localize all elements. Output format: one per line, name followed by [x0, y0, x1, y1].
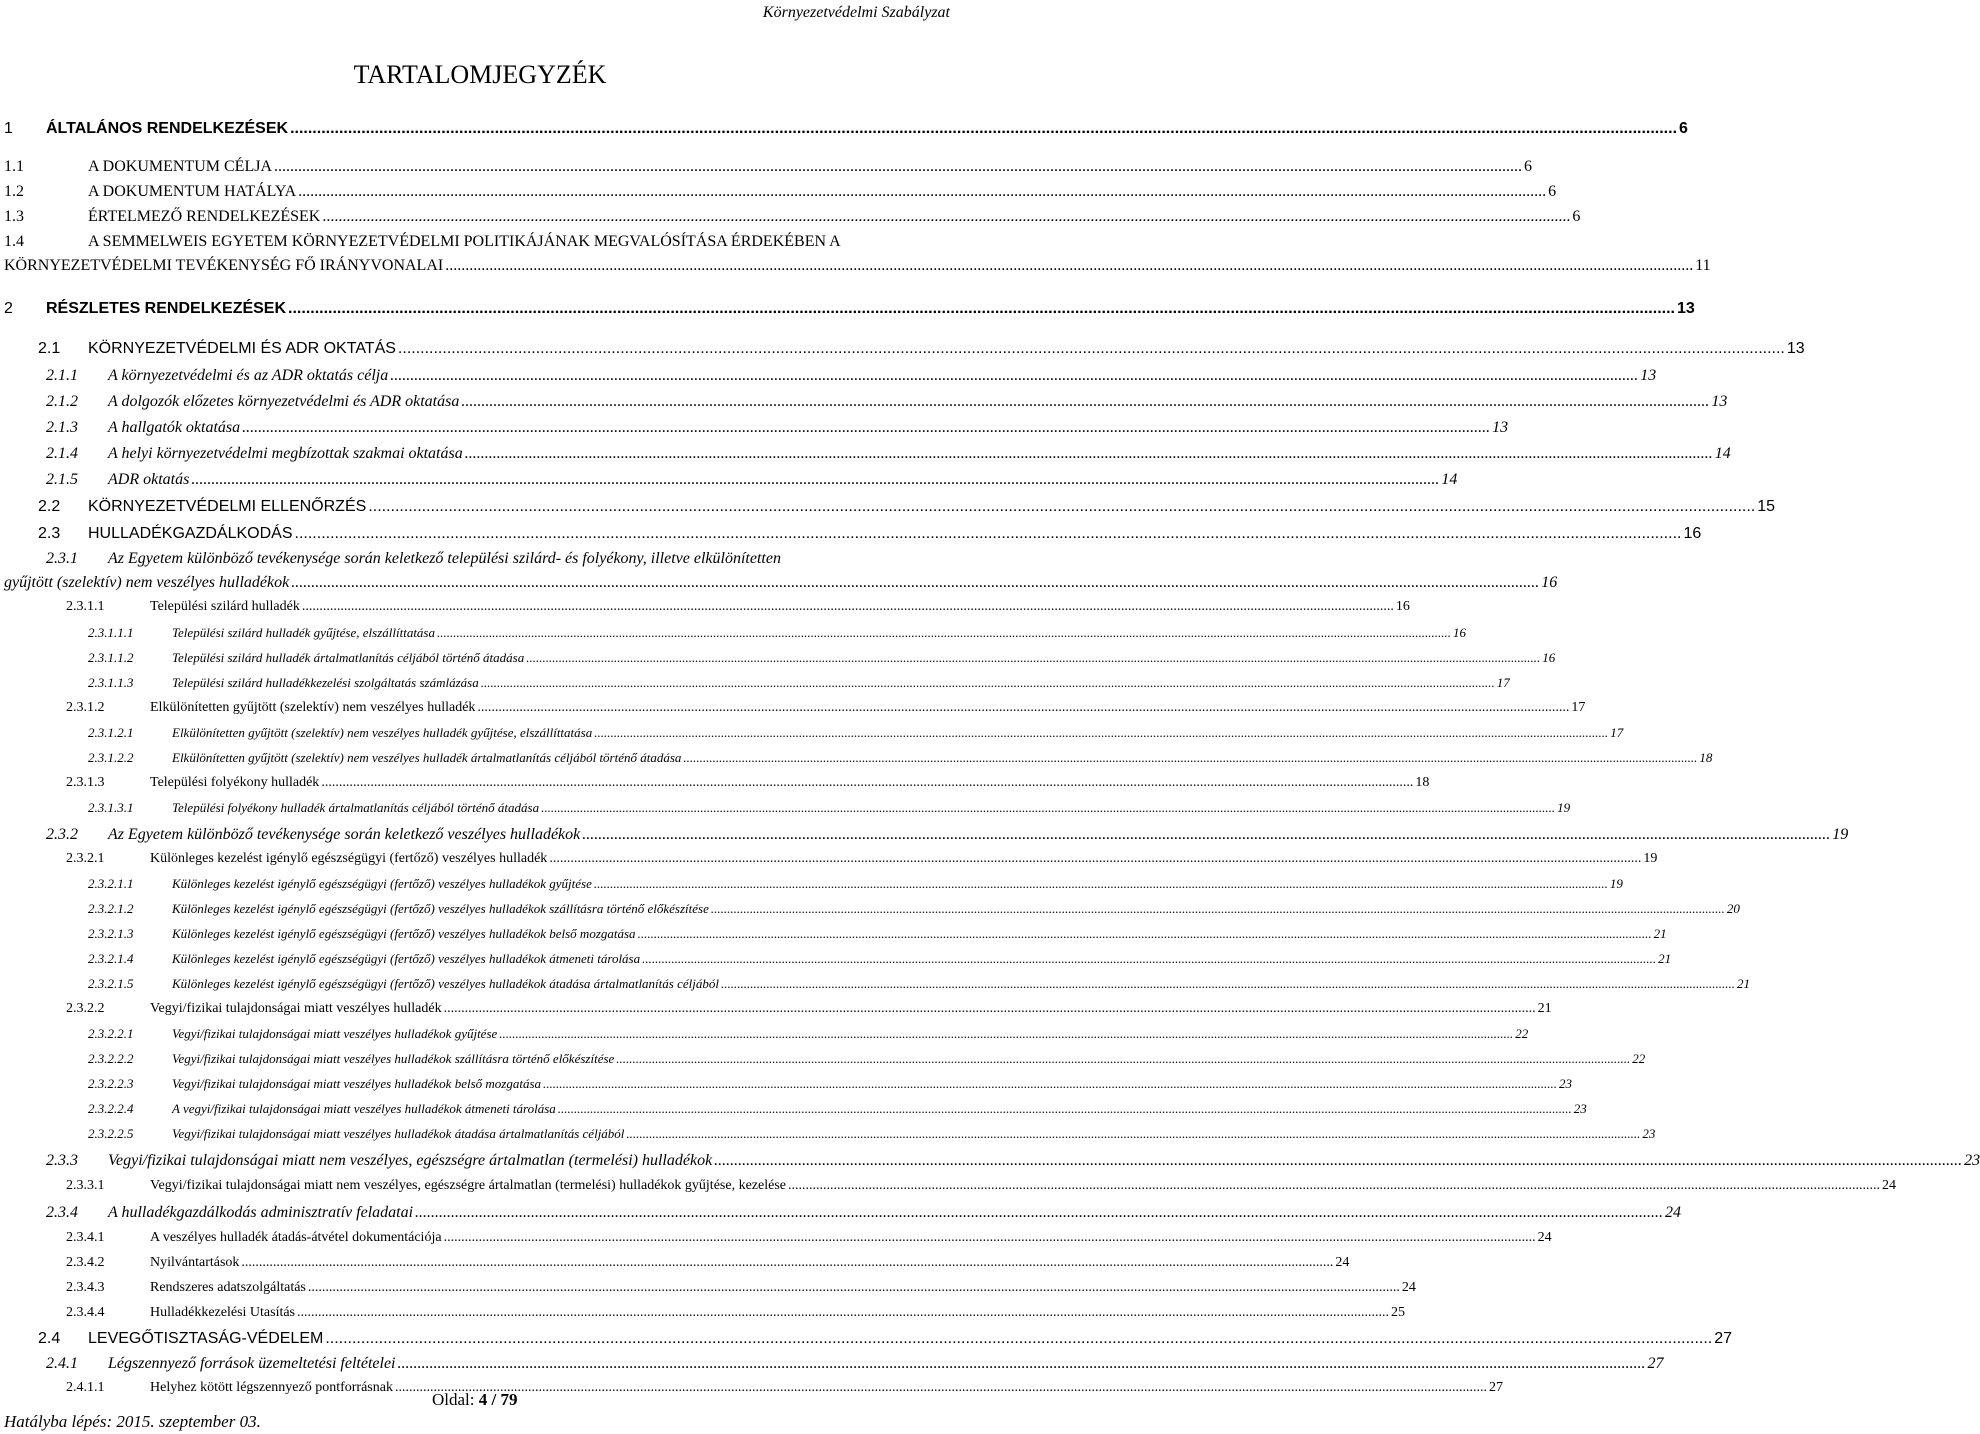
toc-entry-title: Vegyi/fizikai tulajdonságai miatt veszélyes hulladék: [150, 1001, 442, 1016]
toc-entry-title: Vegyi/fizikai tulajdonságai miatt veszélyes hulladékok belső mozgatása: [172, 1076, 542, 1091]
toc-entry-line: [88, 183, 1557, 201]
toc-entry-page: 19: [1832, 826, 1849, 843]
toc-entry[interactable]: [0, 1074, 1573, 1098]
dot-leader: [714, 1152, 1962, 1170]
dot-leader: [321, 775, 1413, 791]
toc-entry[interactable]: [0, 1328, 1733, 1352]
toc-entry-number: 2.1.2: [46, 393, 78, 410]
toc-entry-number: 1.1: [4, 158, 24, 175]
toc-entry-line: [172, 750, 1713, 766]
toc-entry-number: 2.3.3.1: [66, 1178, 105, 1193]
toc-entry-number: 2.4.1: [46, 1355, 78, 1372]
toc-entry-number: 1.4: [4, 233, 24, 250]
toc-entry-number: 2.4.1.1: [66, 1380, 105, 1395]
toc-entry[interactable]: [0, 1303, 1406, 1327]
toc-entry[interactable]: [0, 673, 1510, 697]
toc-entry-title: Vegyi/fizikai tulajdonságai miatt nem veszélyes, egészségre ártalmatlan (termelési) hulladékok gyűjtése, kezelése: [150, 1178, 786, 1193]
toc-entry-title: LEVEGŐTISZTASÁG-VÉDELEM: [88, 1330, 324, 1347]
toc-entry-line: [150, 775, 1430, 791]
toc-entry-line: [172, 1101, 1587, 1117]
toc-entry-number: 2.3.3: [46, 1152, 78, 1169]
toc-entry-page: 27: [1714, 1330, 1733, 1347]
dot-leader: [274, 158, 1522, 176]
toc-entry-title: Elkülönítetten gyűjtött (szelektív) nem veszélyes hulladék ártalmatlanítás céljából történő átadása: [172, 750, 682, 765]
toc-entry-number: 2.3.2.2.4: [88, 1101, 134, 1116]
toc-entry[interactable]: [0, 1278, 1416, 1302]
toc-entry-line: [108, 1152, 1980, 1170]
toc-entry[interactable]: [0, 597, 1410, 621]
toc-entry-title: Települési folyékony hulladék: [150, 775, 320, 790]
toc-entry-line: [88, 1330, 1733, 1348]
toc-entry-page: 23: [1559, 1076, 1573, 1091]
dot-leader: [437, 625, 1451, 641]
toc-entry-line: [150, 1230, 1552, 1246]
toc-entry[interactable]: [0, 443, 1731, 467]
toc-entry[interactable]: [0, 999, 1552, 1023]
dot-leader: [594, 725, 1608, 741]
toc-entry-title: Különleges kezelést igénylő egészségügyi (fertőző) veszélyes hulladékok gyűjtése: [172, 876, 592, 891]
toc-entry[interactable]: [0, 1253, 1350, 1277]
toc-entry-number: 2.1.3: [46, 419, 78, 436]
toc-entry[interactable]: [0, 365, 1657, 389]
toc-entry-line: [108, 393, 1728, 411]
dot-leader: [461, 393, 1709, 411]
toc-entry-line: [108, 826, 1849, 844]
toc-entry-page: 21: [1653, 926, 1667, 941]
toc-entry[interactable]: [0, 1176, 1896, 1200]
toc-entry[interactable]: [0, 523, 1702, 547]
toc-entry-line: [150, 599, 1410, 615]
toc-entry-page: 17: [1496, 675, 1510, 690]
toc-entry[interactable]: [0, 231, 1711, 274]
toc-entry[interactable]: [0, 1024, 1529, 1048]
toc-entry[interactable]: [0, 698, 1586, 722]
toc-entry-title: Az Egyetem különböző tevékenysége során keletkező veszélyes hulladékok: [108, 826, 581, 843]
toc-entry[interactable]: [0, 623, 1466, 647]
toc-entry[interactable]: [0, 496, 1776, 520]
toc-entry-page: 24: [1401, 1280, 1416, 1295]
toc-entry-title: Vegyi/fizikai tulajdonságai miatt veszélyes hulladékok átadása ártalmatlanítás céljából: [172, 1126, 625, 1141]
toc-entry-title: KÖRNYEZETVÉDELMI ELLENŐRZÉS: [88, 498, 367, 515]
toc-entry[interactable]: [0, 298, 1695, 322]
toc-entry[interactable]: [0, 118, 1688, 142]
dot-leader: [308, 1280, 1400, 1296]
toc-entry-page: 13: [1786, 340, 1805, 357]
toc-entry-page: 6: [1548, 183, 1557, 200]
toc-entry-number: 2.3.2.1.2: [88, 901, 134, 916]
toc-entry-line: [172, 725, 1624, 741]
toc-entry-number: 2.3.4.1: [66, 1230, 105, 1245]
toc-entry-title: Hulladékkezelési Utasítás: [150, 1305, 296, 1320]
dot-leader: [543, 1076, 1557, 1092]
toc-entry-page: 24: [1335, 1255, 1350, 1270]
dot-leader: [582, 826, 1830, 844]
toc-entry-number: 2.3.2.1: [66, 851, 105, 866]
toc-entry[interactable]: [0, 1049, 1646, 1073]
toc-entry-number: 2.3.2.2.3: [88, 1076, 134, 1091]
toc-entry[interactable]: [0, 156, 1532, 180]
toc-entry-number: 1.3: [4, 208, 24, 225]
toc-entry-line: [108, 1355, 1664, 1373]
toc-entry-number: 2.1.5: [46, 471, 78, 488]
toc-entry-line: [172, 625, 1466, 641]
toc-entry-title: KÖRNYEZETVÉDELMI TEVÉKENYSÉG FŐ IRÁNYVONALAI: [4, 257, 444, 274]
toc-entry-title: A veszélyes hulladék átadás-átvétel dokumentációja: [150, 1230, 442, 1245]
toc-entry[interactable]: [0, 391, 1728, 415]
toc-entry-page: 6: [1572, 208, 1581, 225]
toc-entry-title: Vegyi/fizikai tulajdonságai miatt nem veszélyes, egészségre ártalmatlan (termelési) hulladékok: [108, 1152, 713, 1169]
toc-entry-number: 2.3.1: [46, 550, 78, 567]
dot-leader: [444, 1230, 1536, 1246]
toc-entry-number: 2.3.1.2.1: [88, 725, 134, 740]
toc-entry-page: 24: [1881, 1178, 1896, 1193]
toc-entry-number: 2.4: [38, 1330, 61, 1347]
toc-entry-line: [172, 650, 1556, 666]
toc-entry-line: [150, 1178, 1896, 1194]
dot-leader: [368, 498, 1755, 516]
toc-entry-number: 2.3.2.2.1: [88, 1026, 134, 1041]
dot-leader: [638, 926, 1652, 942]
toc-entry[interactable]: [0, 548, 1558, 591]
toc-entry-line: [150, 1380, 1503, 1396]
toc-entry-title: Települési szilárd hulladék gyűjtése, elszállíttatása: [172, 625, 435, 640]
dot-leader: [721, 976, 1735, 992]
toc-entry[interactable]: [0, 798, 1571, 822]
toc-entry-page: 19: [1643, 851, 1658, 866]
toc-entry-page: 16: [1541, 574, 1558, 591]
toc-entry-title: Különleges kezelést igénylő egészségügyi (fertőző) veszélyes hulladékok szállításra történő előkészítése: [172, 901, 709, 916]
toc-entry-page: 22: [1632, 1051, 1646, 1066]
toc-entry[interactable]: [0, 1099, 1587, 1123]
toc-entry-title: A DOKUMENTUM CÉLJA: [88, 158, 272, 175]
toc-entry-number: 2.3.1.3: [66, 775, 105, 790]
toc-entry-title: Különleges kezelést igénylő egészségügyi (fertőző) veszélyes hulladék: [150, 851, 548, 866]
toc-entry-title: Különleges kezelést igénylő egészségügyi (fertőző) veszélyes hulladékok belső mozgatása: [172, 926, 636, 941]
toc-entry-line: [46, 120, 1688, 138]
toc-entry[interactable]: [0, 924, 1667, 948]
toc-entry-number: 2.3.1.1.2: [88, 650, 134, 665]
toc-entry-title: Elkülönítetten gyűjtött (szelektív) nem veszélyes hulladék gyűjtése, elszállíttatása: [172, 725, 593, 740]
toc-entry[interactable]: [0, 874, 1623, 898]
toc-entry-title: Különleges kezelést igénylő egészségügyi (fertőző) veszélyes hulladékok átmeneti tárolása: [172, 951, 641, 966]
toc-entry-number: 2.3.1.2: [66, 700, 105, 715]
toc-entry-line: [108, 419, 1509, 437]
toc-entry-line: [150, 851, 1658, 867]
page-title: TARTALOMJEGYZÉK: [353, 60, 607, 89]
toc-entry-line: [88, 158, 1532, 176]
toc-entry-line: [172, 1051, 1646, 1067]
dot-leader: [683, 750, 1697, 766]
running-header: Környezetvédelmi Szabályzat: [762, 4, 950, 21]
toc-entry-line: [108, 1204, 1682, 1222]
toc-entry[interactable]: [0, 1353, 1664, 1377]
toc-entry-line: [150, 1280, 1416, 1296]
toc-entry-line: [108, 445, 1731, 463]
toc-entry-number: 2.3.2.1.4: [88, 951, 134, 966]
dot-leader: [465, 445, 1713, 463]
dot-leader: [291, 574, 1539, 592]
dot-leader: [445, 257, 1693, 275]
toc-entry-title: Vegyi/fizikai tulajdonságai miatt veszélyes hulladékok szállításra történő előkészítése: [172, 1051, 615, 1066]
toc-entry-page: 21: [1736, 976, 1750, 991]
toc-entry[interactable]: [0, 1124, 1656, 1148]
effective-date: Hatályba lépés: 2015. szeptember 03.: [4, 1412, 261, 1431]
toc-entry-title: KÖRNYEZETVÉDELMI ÉS ADR OKTATÁS: [88, 340, 396, 357]
toc-entry-line: [172, 675, 1510, 691]
dot-leader: [290, 120, 1677, 138]
toc-entry[interactable]: [0, 773, 1430, 797]
toc-entry-title: gyűjtött (szelektív) nem veszélyes hulladékok: [4, 574, 290, 591]
toc-entry[interactable]: [0, 949, 1672, 973]
dot-leader: [481, 675, 1495, 691]
dot-leader: [297, 1305, 1389, 1321]
toc-entry-page: 13: [1676, 300, 1695, 317]
toc-entry-number: 2.3.1.1.3: [88, 675, 134, 690]
toc-entry-page: 23: [1573, 1101, 1587, 1116]
toc-entry-number: 2.3.2.2: [66, 1001, 105, 1016]
dot-leader: [526, 650, 1540, 666]
toc-entry-title: A DOKUMENTUM HATÁLYA: [88, 183, 297, 200]
toc-entry-number: 2.3.2.2.5: [88, 1126, 134, 1141]
toc-entry[interactable]: [0, 748, 1713, 772]
dot-leader: [298, 183, 1546, 201]
dot-leader: [395, 1380, 1487, 1396]
toc-entry-line: [172, 1076, 1573, 1092]
toc-entry-page: 21: [1658, 951, 1672, 966]
toc-entry-page: 13: [1492, 419, 1509, 436]
toc-entry-line: [150, 700, 1586, 716]
dot-leader: [549, 851, 1641, 867]
dot-leader: [390, 367, 1638, 385]
dot-leader: [288, 300, 1675, 318]
dot-leader: [242, 419, 1490, 437]
dot-leader: [191, 471, 1439, 489]
toc-entry-page: 25: [1391, 1305, 1406, 1320]
toc-entry-title: A dolgozók előzetes környezetvédelmi és ADR oktatása: [108, 393, 460, 410]
toc-entry-page: 23: [1642, 1126, 1656, 1141]
dot-leader: [616, 1051, 1630, 1067]
toc-entry-page: 15: [1757, 498, 1776, 515]
toc-entry-title: Helyhez kötött légszennyező pontforrásnak: [150, 1380, 393, 1395]
dot-leader: [415, 1204, 1663, 1222]
toc-entry-number: 2.1: [38, 340, 61, 357]
toc-entry-page: 16: [1542, 650, 1556, 665]
dot-leader: [642, 951, 1656, 967]
dot-leader: [788, 1178, 1880, 1194]
toc-entry-title: Települési szilárd hulladékkezelési szolgáltatás számlázása: [172, 675, 479, 690]
dot-leader: [444, 1001, 1536, 1017]
dot-leader: [322, 208, 1570, 226]
toc-entry-title: ADR oktatás: [108, 471, 190, 488]
dot-leader: [541, 800, 1555, 816]
toc-entry-line: [172, 951, 1672, 967]
toc-entry-line: [172, 1126, 1656, 1142]
toc-entry[interactable]: [0, 1228, 1552, 1252]
toc-entry[interactable]: [0, 181, 1557, 205]
toc-entry-line: [4, 257, 1711, 275]
dot-leader: [398, 340, 1785, 358]
toc-entry-page: 16: [1683, 525, 1702, 542]
toc-entry-number: 2.3.1.2.2: [88, 750, 134, 765]
toc-entry-number: 2: [4, 300, 13, 317]
toc-entry-page: 23: [1964, 1152, 1980, 1169]
toc-entry-number: 2.3.2.1.1: [88, 876, 134, 891]
toc-entry-title: HULLADÉKGAZDÁLKODÁS: [88, 525, 293, 542]
dot-leader: [295, 525, 1682, 543]
toc-entry-text-line1: Az Egyetem különböző tevékenysége során keletkező települési szilárd- és folyékony, illetve elkülönítetten: [108, 550, 781, 567]
toc-entry-line: [46, 300, 1695, 318]
dot-leader: [397, 1355, 1645, 1373]
dot-leader: [477, 700, 1569, 716]
toc-entry-title: A helyi környezetvédelmi megbízottak szakmai oktatása: [108, 445, 463, 462]
toc-entry-line: [108, 471, 1458, 489]
toc-entry[interactable]: [0, 849, 1658, 873]
toc-entry-title: Települési folyékony hulladék ártalmatlanítás céljából történő átadása: [172, 800, 540, 815]
toc-entry-page: 20: [1726, 901, 1740, 916]
toc-entry-title: Települési szilárd hulladék: [150, 599, 300, 614]
toc-entry-page: 22: [1515, 1026, 1529, 1041]
toc-entry[interactable]: [0, 648, 1556, 672]
toc-entry-number: 2.3.2.1.5: [88, 976, 134, 991]
toc-entry-number: 2.3.2: [46, 826, 78, 843]
dot-leader: [711, 901, 1725, 917]
toc-entry-number: 2.3.4.2: [66, 1255, 105, 1270]
toc-entry-number: 2.3: [38, 525, 61, 542]
toc-entry-title: ÁLTALÁNOS RENDELKEZÉSEK: [46, 120, 289, 137]
toc-entry-number: 2.3.4.4: [66, 1305, 105, 1320]
dot-leader: [626, 1126, 1640, 1142]
toc-entry-page: 6: [1679, 120, 1688, 137]
toc-entry[interactable]: [0, 417, 1509, 441]
toc-entry-page: 19: [1609, 876, 1623, 891]
dot-leader: [325, 1330, 1712, 1348]
toc-entry[interactable]: [0, 206, 1581, 230]
toc-entry-title: Elkülönítetten gyűjtött (szelektív) nem veszélyes hulladék: [150, 700, 476, 715]
toc-entry-line: [108, 367, 1657, 385]
toc-entry-number: 2.3.4: [46, 1204, 78, 1221]
toc-entry-number: 2.3.2.2.2: [88, 1051, 134, 1066]
toc-entry-title: A hulladékgazdálkodás adminisztratív feladatai: [108, 1204, 414, 1221]
toc-entry-page: 14: [1714, 445, 1731, 462]
toc-entry-number: 2.3.1.3.1: [88, 800, 134, 815]
toc-entry-title: A hallgatók oktatása: [108, 419, 241, 436]
toc-entry-page: 19: [1557, 800, 1571, 815]
toc-entry-page: 24: [1537, 1230, 1552, 1245]
toc-entry-title: Nyilvántartások: [150, 1255, 240, 1270]
toc-entry-number: 1: [4, 120, 13, 137]
toc-entry-number: 1.2: [4, 183, 24, 200]
toc-entry-line: [172, 800, 1571, 816]
dot-leader: [594, 876, 1608, 892]
dot-leader: [499, 1026, 1513, 1042]
toc-entry-line: [88, 525, 1702, 543]
toc-entry-number: 2.3.1.1: [66, 599, 105, 614]
toc-entry[interactable]: [0, 1150, 1980, 1174]
toc-entry-title: Vegyi/fizikai tulajdonságai miatt veszélyes hulladékok gyűjtése: [172, 1026, 498, 1041]
toc-entry-title: A vegyi/fizikai tulajdonságai miatt veszélyes hulladékok átmeneti tárolása: [172, 1101, 556, 1116]
toc-entry-line: [172, 926, 1667, 942]
toc-entry-page: 24: [1665, 1204, 1682, 1221]
toc-entry-page: 18: [1415, 775, 1430, 790]
toc-entry-number: 2.1.4: [46, 445, 78, 462]
toc-entry[interactable]: [0, 899, 1740, 923]
toc-entry[interactable]: [0, 723, 1624, 747]
toc-entry-page: 14: [1441, 471, 1458, 488]
toc-entry-number: 2.1.1: [46, 367, 78, 384]
toc-entry-line: [150, 1305, 1406, 1321]
toc-entry-title: Légszennyező források üzemeltetési feltételei: [108, 1355, 396, 1372]
toc-entry-page: 11: [1695, 257, 1711, 274]
toc-entry-line: [4, 574, 1558, 592]
toc-entry-line: [88, 498, 1776, 516]
toc-entry-page: 21: [1537, 1001, 1552, 1016]
toc-entry-title: Rendszeres adatszolgáltatás: [150, 1280, 306, 1295]
page-number: Oldal: 4 / 79: [432, 1390, 518, 1409]
toc-entry-line: [88, 208, 1581, 226]
toc-entry-line: [172, 1026, 1529, 1042]
toc-entry-number: 2.2: [38, 498, 61, 515]
toc-entry[interactable]: [0, 469, 1458, 493]
toc-entry-number: 2.3.2.1.3: [88, 926, 134, 941]
toc-entry-number: 2.3.4.3: [66, 1280, 105, 1295]
toc-entry-line: [150, 1001, 1552, 1017]
toc-entry-page: 27: [1488, 1380, 1503, 1395]
toc-entry[interactable]: [0, 338, 1805, 362]
toc-entry-line: [172, 876, 1623, 892]
toc-entry-line: [172, 976, 1750, 992]
toc-entry[interactable]: [0, 974, 1750, 998]
toc-entry-title: Különleges kezelést igénylő egészségügyi (fertőző) veszélyes hulladékok átadása ártalmatlanítás céljából: [172, 976, 719, 991]
dot-leader: [302, 599, 1394, 615]
toc-entry-text-line1: A SEMMELWEIS EGYETEM KÖRNYEZETVÉDELMI POLITIKÁJÁNAK MEGVALÓSÍTÁSA ÉRDEKÉBEN A: [88, 233, 841, 250]
toc-entry-title: ÉRTELMEZŐ RENDELKEZÉSEK: [88, 208, 321, 225]
toc-entry-page: 16: [1453, 625, 1466, 640]
dot-leader: [241, 1255, 1333, 1271]
toc-entry-title: A környezetvédelmi és az ADR oktatás célja: [108, 367, 389, 384]
toc-entry-page: 17: [1571, 700, 1586, 715]
toc-entry-page: 13: [1640, 367, 1657, 384]
toc-entry-title: Települési szilárd hulladék ártalmatlanítás céljából történő átadása: [172, 650, 525, 665]
toc-entry-title: RÉSZLETES RENDELKEZÉSEK: [46, 300, 287, 317]
toc-entry[interactable]: [0, 824, 1849, 848]
toc-entry-page: 17: [1610, 725, 1624, 740]
toc-entry-line: [172, 901, 1740, 917]
toc-entry-page: 6: [1524, 158, 1532, 175]
toc-entry-line: [88, 340, 1805, 358]
toc-entry-line: [150, 1255, 1350, 1271]
toc-entry-page: 16: [1395, 599, 1410, 614]
toc-entry[interactable]: [0, 1202, 1682, 1226]
toc-entry-page: 18: [1699, 750, 1713, 765]
toc-entry-page: 27: [1647, 1355, 1664, 1372]
toc-entry-number: 2.3.1.1.1: [88, 625, 134, 640]
dot-leader: [558, 1101, 1572, 1117]
toc-entry-page: 13: [1711, 393, 1728, 410]
